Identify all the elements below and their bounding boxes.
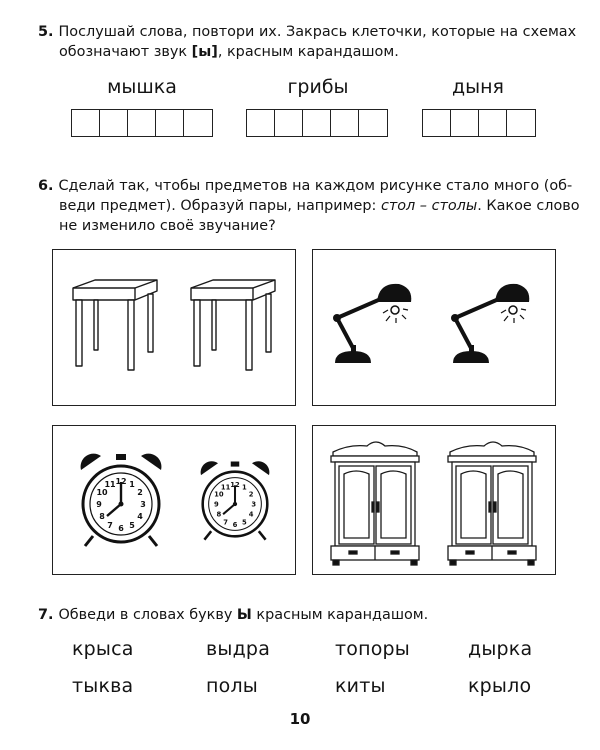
- scheme-cell[interactable]: [156, 110, 184, 136]
- scheme-cell[interactable]: [303, 110, 331, 136]
- desk-lamp-icon: [451, 284, 529, 363]
- svg-text:6: 6: [232, 520, 238, 529]
- picture-lamps[interactable]: [312, 249, 556, 406]
- svg-text:1: 1: [129, 480, 135, 489]
- scheme-cell[interactable]: [100, 110, 128, 136]
- scheme-cell[interactable]: [247, 110, 275, 136]
- table-icon: [191, 280, 275, 370]
- svg-text:7: 7: [107, 521, 113, 530]
- scheme-cell[interactable]: [275, 110, 303, 136]
- task-5-sound: [ы]: [191, 44, 218, 60]
- lamp-drawing: [313, 250, 554, 404]
- task-7-word[interactable]: дырка: [468, 638, 533, 660]
- svg-text:2: 2: [248, 490, 254, 499]
- task-5-instruction: [38, 22, 578, 62]
- sound-scheme-dynya[interactable]: [422, 109, 536, 137]
- scheme-cell[interactable]: [184, 110, 212, 136]
- sound-scheme-griby[interactable]: [246, 109, 388, 137]
- task-7-word[interactable]: крыло: [468, 675, 532, 697]
- scheme-cell[interactable]: [359, 110, 387, 136]
- alarm-clock-drawing: [53, 426, 294, 573]
- task-5-word-dynya: дыня: [452, 76, 504, 98]
- svg-text:6: 6: [118, 524, 124, 533]
- task-6-example: стол – столы: [380, 198, 478, 214]
- alarm-clock-icon: [201, 461, 270, 539]
- wardrobe-icon: [448, 442, 536, 565]
- task-5-word-myshka: мышка: [107, 76, 177, 98]
- svg-text:10: 10: [96, 488, 108, 497]
- picture-tables[interactable]: [52, 249, 296, 406]
- task-7-word[interactable]: тыква: [72, 675, 134, 697]
- wardrobe-drawing: [313, 426, 554, 573]
- task-7-letter: Ы: [236, 607, 252, 623]
- svg-text:2: 2: [137, 488, 143, 497]
- wardrobe-icon: [331, 442, 419, 565]
- svg-text:12: 12: [115, 477, 127, 486]
- svg-text:5: 5: [129, 521, 135, 530]
- picture-alarm-clocks[interactable]: [52, 425, 296, 575]
- svg-text:3: 3: [140, 500, 146, 509]
- task-6-instruction: [38, 176, 583, 236]
- task-5-word-griby: грибы: [287, 76, 349, 98]
- sound-scheme-myshka[interactable]: [71, 109, 213, 137]
- scheme-cell[interactable]: [423, 110, 451, 136]
- svg-text:3: 3: [251, 500, 257, 509]
- task-6-text-line1: Сделай так, чтобы предметов на каждом рисунке стало много (об-: [58, 178, 573, 194]
- svg-text:4: 4: [137, 512, 143, 521]
- task-6-text-line2b: . Какое слово: [477, 198, 580, 214]
- task-7-word[interactable]: топоры: [335, 638, 411, 660]
- task-7-text-b: красным карандашом.: [251, 607, 429, 623]
- scheme-cell[interactable]: [128, 110, 156, 136]
- svg-text:8: 8: [99, 512, 105, 521]
- task-7-word[interactable]: полы: [206, 675, 258, 697]
- svg-text:5: 5: [241, 518, 247, 527]
- svg-text:8: 8: [216, 510, 222, 519]
- scheme-cell[interactable]: [451, 110, 479, 136]
- task-7-word[interactable]: крыса: [72, 638, 134, 660]
- task-6-text-line3: не изменило своё звучание?: [59, 218, 276, 234]
- task-5-text-line2b: , красным карандашом.: [217, 44, 399, 60]
- table-drawing: [53, 250, 294, 404]
- scheme-cell[interactable]: [479, 110, 507, 136]
- alarm-clock-icon: [81, 454, 162, 546]
- svg-text:7: 7: [223, 518, 229, 527]
- scheme-cell[interactable]: [72, 110, 100, 136]
- task-7-text-a: Обведи в словах букву: [58, 607, 237, 623]
- task-6-text-line2a: веди предмет). Образуй пары, например:: [59, 198, 381, 214]
- svg-text:1: 1: [241, 483, 247, 492]
- svg-text:9: 9: [213, 500, 219, 509]
- svg-text:9: 9: [96, 500, 102, 509]
- scheme-cell[interactable]: [331, 110, 359, 136]
- task-5-number: 5.: [38, 24, 54, 40]
- svg-text:12: 12: [230, 481, 240, 489]
- svg-text:11: 11: [104, 480, 116, 489]
- desk-lamp-icon: [333, 284, 411, 363]
- task-5-text-line2a: обозначают звук: [59, 44, 192, 60]
- svg-text:11: 11: [220, 483, 231, 492]
- svg-text:4: 4: [248, 510, 254, 519]
- task-7-word[interactable]: выдра: [206, 638, 271, 660]
- task-7-number: 7.: [38, 607, 54, 623]
- scheme-cell[interactable]: [507, 110, 535, 136]
- task-5-text-line1: Послушай слова, повтори их. Закрась клеточки, которые на схемах: [58, 24, 577, 40]
- picture-wardrobes[interactable]: [312, 425, 556, 575]
- task-7-word[interactable]: киты: [335, 675, 386, 697]
- page-number: 10: [289, 710, 311, 728]
- task-7-instruction: [38, 605, 578, 625]
- task-6-number: 6.: [38, 178, 54, 194]
- svg-text:10: 10: [214, 490, 224, 499]
- table-icon: [73, 280, 157, 370]
